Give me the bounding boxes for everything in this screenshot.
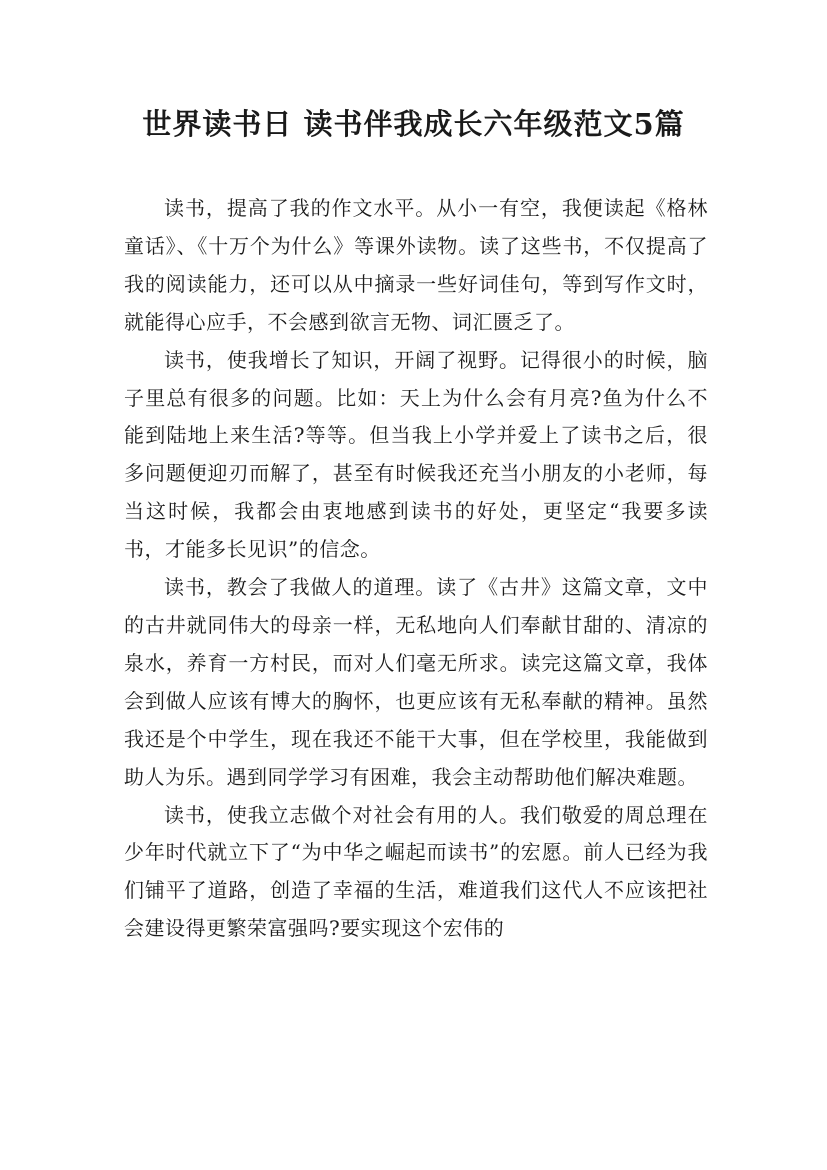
document-title: 世界读书日 读书伴我成长六年级范文5篇: [142, 107, 685, 141]
paragraph-ambition: 读书，使我立志做个对社会有用的人。我们敬爱的周总理在少年时代就立下了“为中华之崛起而读书”的宏愿。前人已经为我们铺平了道路，创造了幸福的生活，难道我们这代人不应该把社会建设得更繁荣富强吗?要实现这个宏伟的: [124, 802, 708, 941]
paragraph-writing: 读书，提高了我的作文水平。从小一有空，我便读起《格林童话》、《十万个为什么》等课外读物。读了这些书，不仅提高了我的阅读能力，还可以从中摘录一些好词佳句，等到写作文时，就能得心应手，不会感到欲言无物、词汇匮乏了。: [124, 196, 708, 334]
document-body: [124, 190, 708, 948]
paragraph-knowledge: 读书，使我增长了知识，开阔了视野。记得很小的时候，脑子里总有很多的问题。比如：天上为什么会有月亮?鱼为什么不能到陆地上来生活?等等。但当我上小学并爱上了读书之后，很多问题便迎刃而解了，甚至有时候我还充当小朋友的小老师，每当这时候，我都会由衷地感到读书的好处，更坚定“我要多读书，才能多长见识”的信念。: [124, 347, 708, 562]
paragraph-morals: 读书，教会了我做人的道理。读了《古井》这篇文章，文中的古井就同伟大的母亲一样，无私地向人们奉献甘甜的、清凉的泉水，养育一方村民，而对人们毫无所求。读完这篇文章，我体会到做人应该有博大的胸怀，也更应该有无私奉献的精神。虽然我还是个中学生，现在我还不能干大事，但在学校里，我能做到助人为乐。遇到同学学习有困难，我会主动帮助他们解决难题。: [124, 575, 708, 789]
